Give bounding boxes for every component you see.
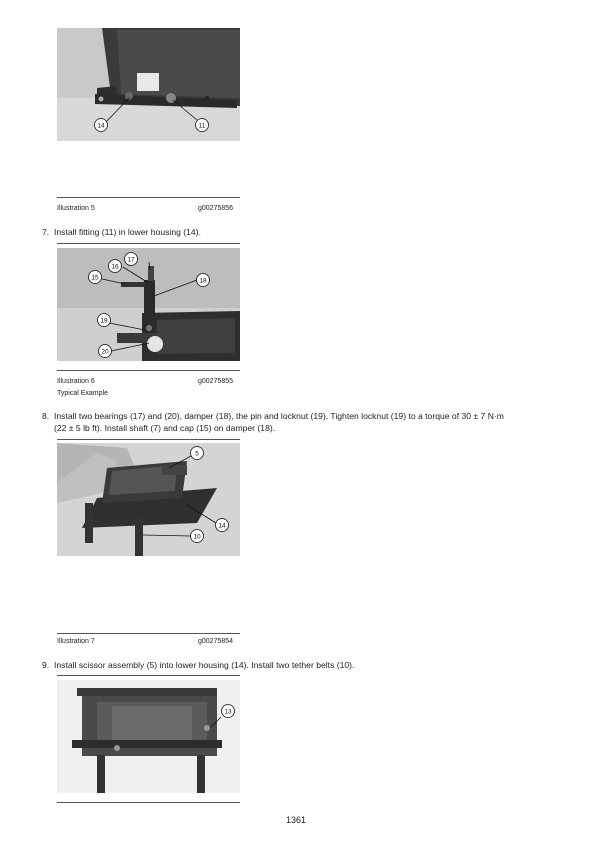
callout-10: 10 — [193, 533, 201, 541]
divider — [57, 633, 240, 634]
step-text-line-1: Install two bearings (17) and (20), damper (18), the pin and locknut (19). Tighten locknut (19) to a torque of 30 ± 7 N·m — [54, 411, 504, 421]
divider — [57, 370, 240, 371]
divider — [57, 675, 240, 676]
figure-code: g00275854 — [198, 638, 234, 645]
illustration-5-photo — [57, 28, 240, 141]
figure-note: Typical Example — [57, 390, 108, 397]
callouts-fig5 — [57, 28, 240, 141]
figure-caption: Illustration 5 — [57, 205, 95, 212]
callouts-fig6 — [57, 248, 240, 361]
step-text: Install scissor assembly (5) into lower housing (14). Install two tether belts (10). — [54, 660, 355, 670]
illustration-8-photo — [57, 680, 240, 793]
callout-5: 5 — [195, 450, 199, 458]
callout-18: 18 — [199, 277, 207, 285]
callout-14: 14 — [97, 122, 105, 130]
figure-caption: Illustration 6 — [57, 378, 95, 385]
callout-17: 17 — [127, 256, 135, 264]
step-text-line-2: (22 ± 5 lb ft). Install shaft (7) and cap (15) on damper (18). — [54, 423, 276, 433]
step-number: 7. — [42, 227, 50, 237]
step-number: 9. — [42, 660, 50, 670]
illustration-6-photo — [57, 248, 240, 361]
callout-13: 13 — [224, 708, 232, 716]
figure-caption: Illustration 7 — [57, 638, 95, 645]
step-number: 8. — [42, 411, 50, 421]
divider — [57, 197, 240, 198]
callout-19: 19 — [100, 317, 108, 325]
step-text: Install fitting (11) in lower housing (14). — [54, 227, 201, 237]
callouts-fig7 — [57, 443, 240, 556]
illustration-7-photo — [57, 443, 240, 556]
callout-20: 20 — [101, 348, 109, 356]
divider — [57, 439, 240, 440]
callout-11: 11 — [198, 122, 206, 130]
callout-16: 16 — [111, 263, 119, 271]
callout-14: 14 — [218, 522, 226, 530]
divider — [57, 802, 240, 803]
callouts-fig8 — [57, 680, 240, 793]
figure-code: g00275855 — [198, 378, 234, 385]
divider — [57, 243, 240, 244]
figure-code: g00275856 — [198, 205, 234, 212]
page-number: 1361 — [286, 815, 307, 825]
callout-15: 15 — [91, 274, 99, 282]
